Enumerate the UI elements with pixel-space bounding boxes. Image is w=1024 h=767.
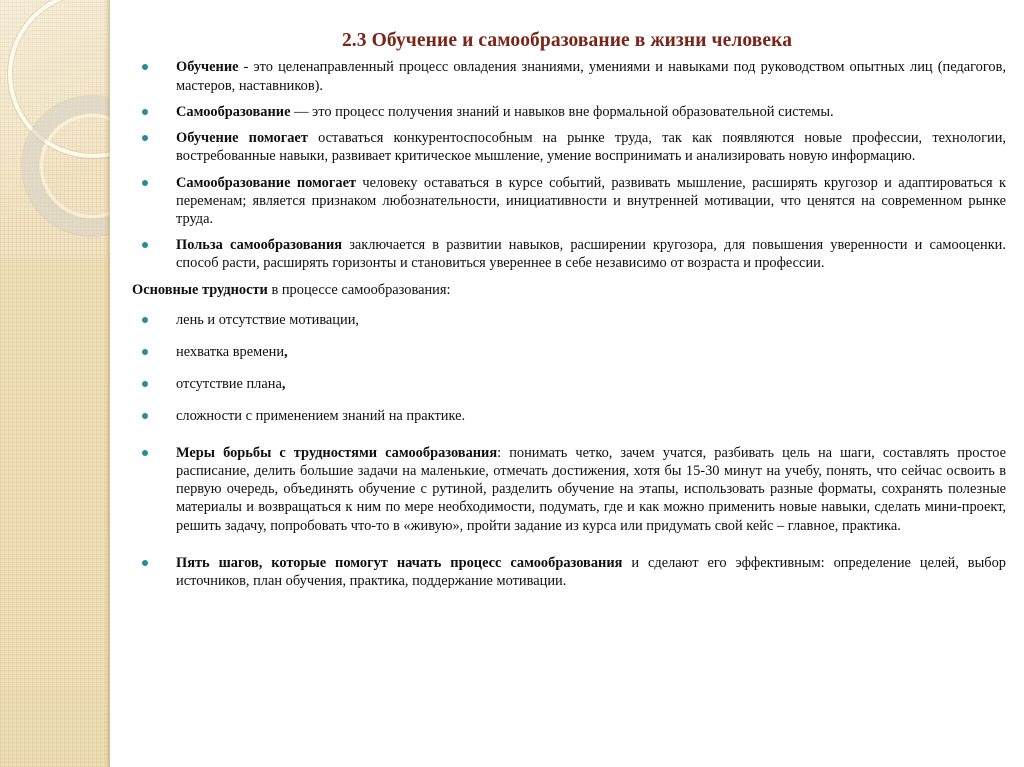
list-item [128, 174, 1006, 229]
difficulty-text: отсутствие плана [176, 376, 282, 393]
difficulty-text: лень и отсутствие мотивации, [176, 311, 360, 328]
difficulty-text: нехватка времени [176, 344, 285, 361]
bullet-lead: Обучение [176, 59, 239, 76]
difficulty-tail: , [284, 344, 288, 361]
page-title: 2.3 Обучение и самообразование в жизни человека [341, 30, 793, 51]
list-item [128, 444, 1006, 535]
bullet-text: оставаться конкурентоспособным на рынке труда, так как появляются новые профессии, технологии, востребованные навыки, развивает критическое мышление, умение воспринимать и анализировать новую информацию. [176, 130, 1006, 165]
bullet-lead: Обучение помогает [176, 130, 308, 147]
body-block [110, 58, 1024, 590]
five-steps-text: и сделают его эффективным: определение целей, выбор источников, план обучения, практика, поддержание мотивации. [176, 554, 1006, 590]
difficulties-heading [128, 281, 1006, 299]
measures-text: : понимать четко, зачем учатся, разбивать цель на шаги, составлять простое расписание, делить большие задачи на маленькие, отмечать достижения, хотя бы 15-30 минут на учебу, понять, что сейчас освоить в первую очередь, объединять обучение с рутиной, разделить обучение на этапы, использовать разные форматы, сохранять полезные материалы и возвращаться к ним по мере необходимости, подумать, где и как можно применить новые навыки, сделать мини-проект, решить задачу, попробовать что-то в «живую», пройти задание из курса или придумать свой кейс – главное, практика. [176, 444, 1007, 534]
difficulties-list [128, 311, 1006, 426]
list-item [128, 129, 1006, 165]
bullet-lead: Польза самообразования [176, 237, 343, 254]
difficulties-heading-lead: Основные трудности [132, 281, 268, 298]
list-item [128, 343, 1006, 361]
measures-lead: Меры борьбы с трудностями самообразования [176, 444, 498, 461]
five-steps-list [128, 554, 1006, 590]
slide-content [110, 0, 1024, 767]
list-item [128, 375, 1006, 393]
spacer [128, 545, 1006, 554]
difficulties-heading-text: в процессе самообразования: [267, 281, 451, 298]
decorative-sidebar [0, 0, 110, 767]
bullet-lead: Самообразование [176, 103, 291, 120]
measures-list [128, 444, 1006, 535]
bullet-text: - это целенаправленный процесс овладения знаниями, умениями и навыками под руководством опытных лиц (педагогов, мастеров, наставников). [176, 59, 1006, 94]
main-bullet-list [128, 58, 1006, 272]
list-item [128, 236, 1006, 272]
difficulty-tail: , [281, 376, 286, 393]
bullet-text: человеку оставаться в курсе событий, развивать мышление, расширять кругозор и адаптироваться к переменам; является признаком любознательности, инициативности и внутренней мотивации, что ценятся на современном рынке труда. [176, 174, 1007, 227]
bullet-text: — это процесс получения знаний и навыков вне формальной образовательной системы. [290, 103, 834, 120]
list-item [128, 554, 1006, 590]
list-item [128, 311, 1006, 329]
list-item [128, 58, 1006, 94]
bullet-lead: Самообразование помогает [176, 174, 357, 191]
difficulty-text: сложности с применением знаний на практике. [176, 408, 466, 425]
list-item [128, 407, 1006, 425]
five-steps-lead: Пять шагов, которые помогут начать процесс самообразования [176, 554, 623, 571]
list-item [128, 103, 1006, 121]
bullet-text: заключается в развитии навыков, расширении кругозора, для повышения уверенности и самооценки. способ расти, расширять горизонты и становиться увереннее в себе независимо от возраста и профессии. [176, 237, 1006, 272]
